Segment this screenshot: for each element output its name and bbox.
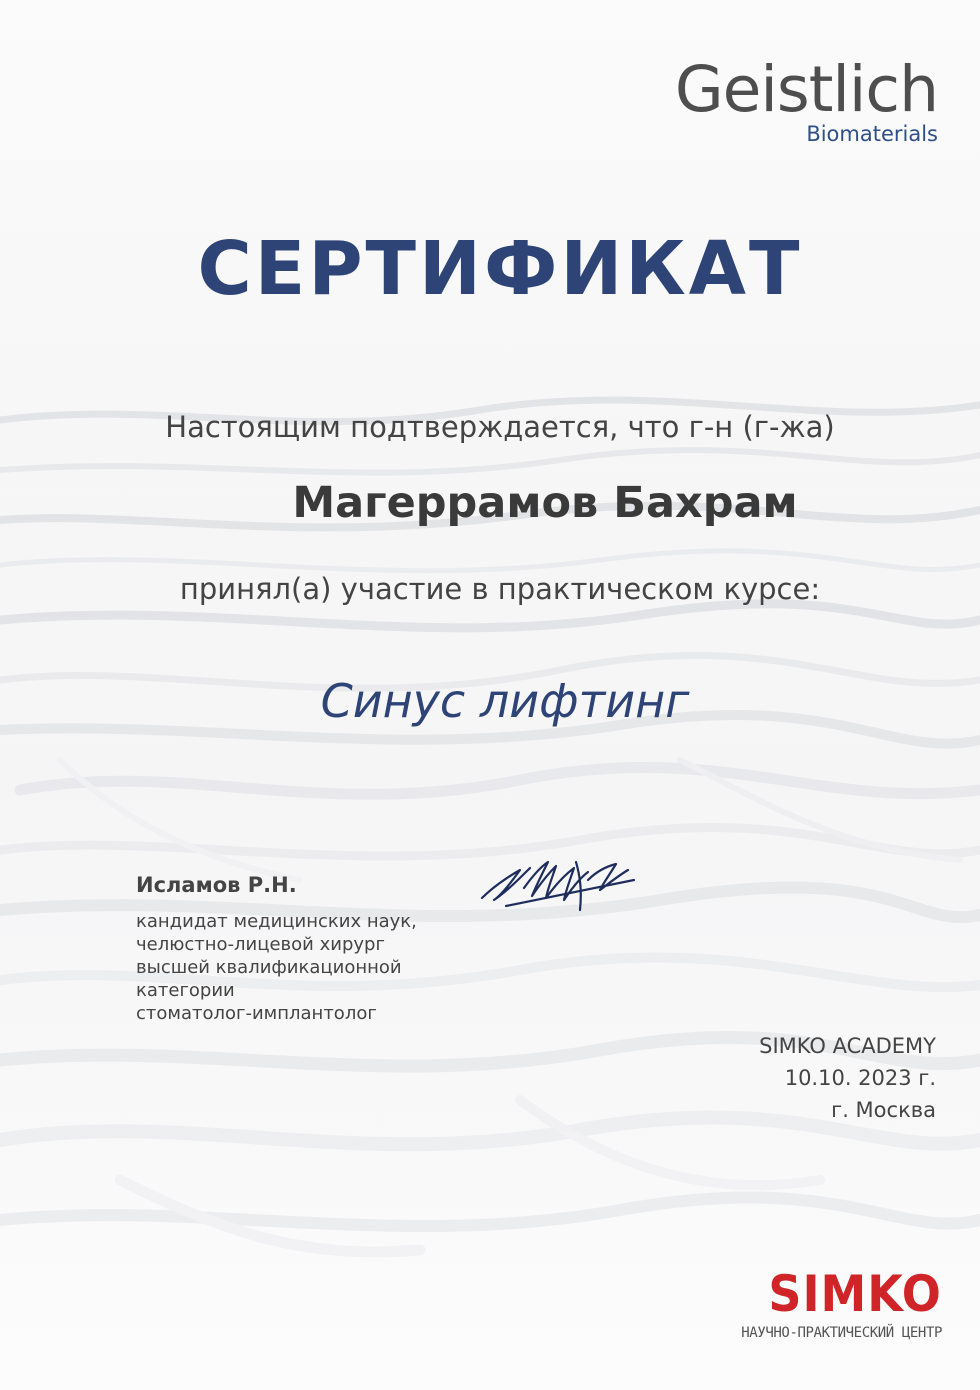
certificate-title: СЕРТИФИКАТ — [197, 226, 803, 312]
simko-tagline: НАУЧНО-ПРАКТИЧЕСКИЙ ЦЕНТР — [741, 1325, 942, 1341]
academy-name: SIMKO ACADEMY — [759, 1034, 936, 1058]
signer-credential: категории — [136, 980, 235, 1001]
geistlich-subtitle: Biomaterials — [806, 122, 938, 146]
signer-credential: челюстно-лицевой хирург — [136, 934, 385, 955]
simko-logo — [741, 1265, 942, 1342]
signer-name: Исламов Р.Н. — [136, 873, 297, 897]
signer-credential: стоматолог-имплантолог — [136, 1003, 377, 1024]
course-name: Синус лифтинг — [320, 674, 690, 728]
issue-date: 10.10. 2023 г. — [784, 1066, 936, 1090]
signer-block — [136, 872, 466, 1025]
handwritten-signature — [476, 840, 646, 930]
confirmation-text: Настоящим подтверждается, что г-н (г-жа) — [165, 410, 835, 444]
issuer-block — [759, 1030, 936, 1126]
recipient-name: Магеррамов Бахрам — [292, 478, 798, 528]
signer-credential: кандидат медицинских наук, — [136, 911, 417, 932]
geistlich-logo — [674, 53, 938, 146]
simko-brand: SIMKO — [768, 1265, 942, 1323]
participation-text: принял(а) участие в практическом курсе: — [179, 572, 821, 606]
geistlich-brand: Geistlich — [674, 53, 938, 126]
signer-credential: высшей квалификационной — [136, 957, 402, 978]
issue-city: г. Москва — [831, 1098, 936, 1122]
